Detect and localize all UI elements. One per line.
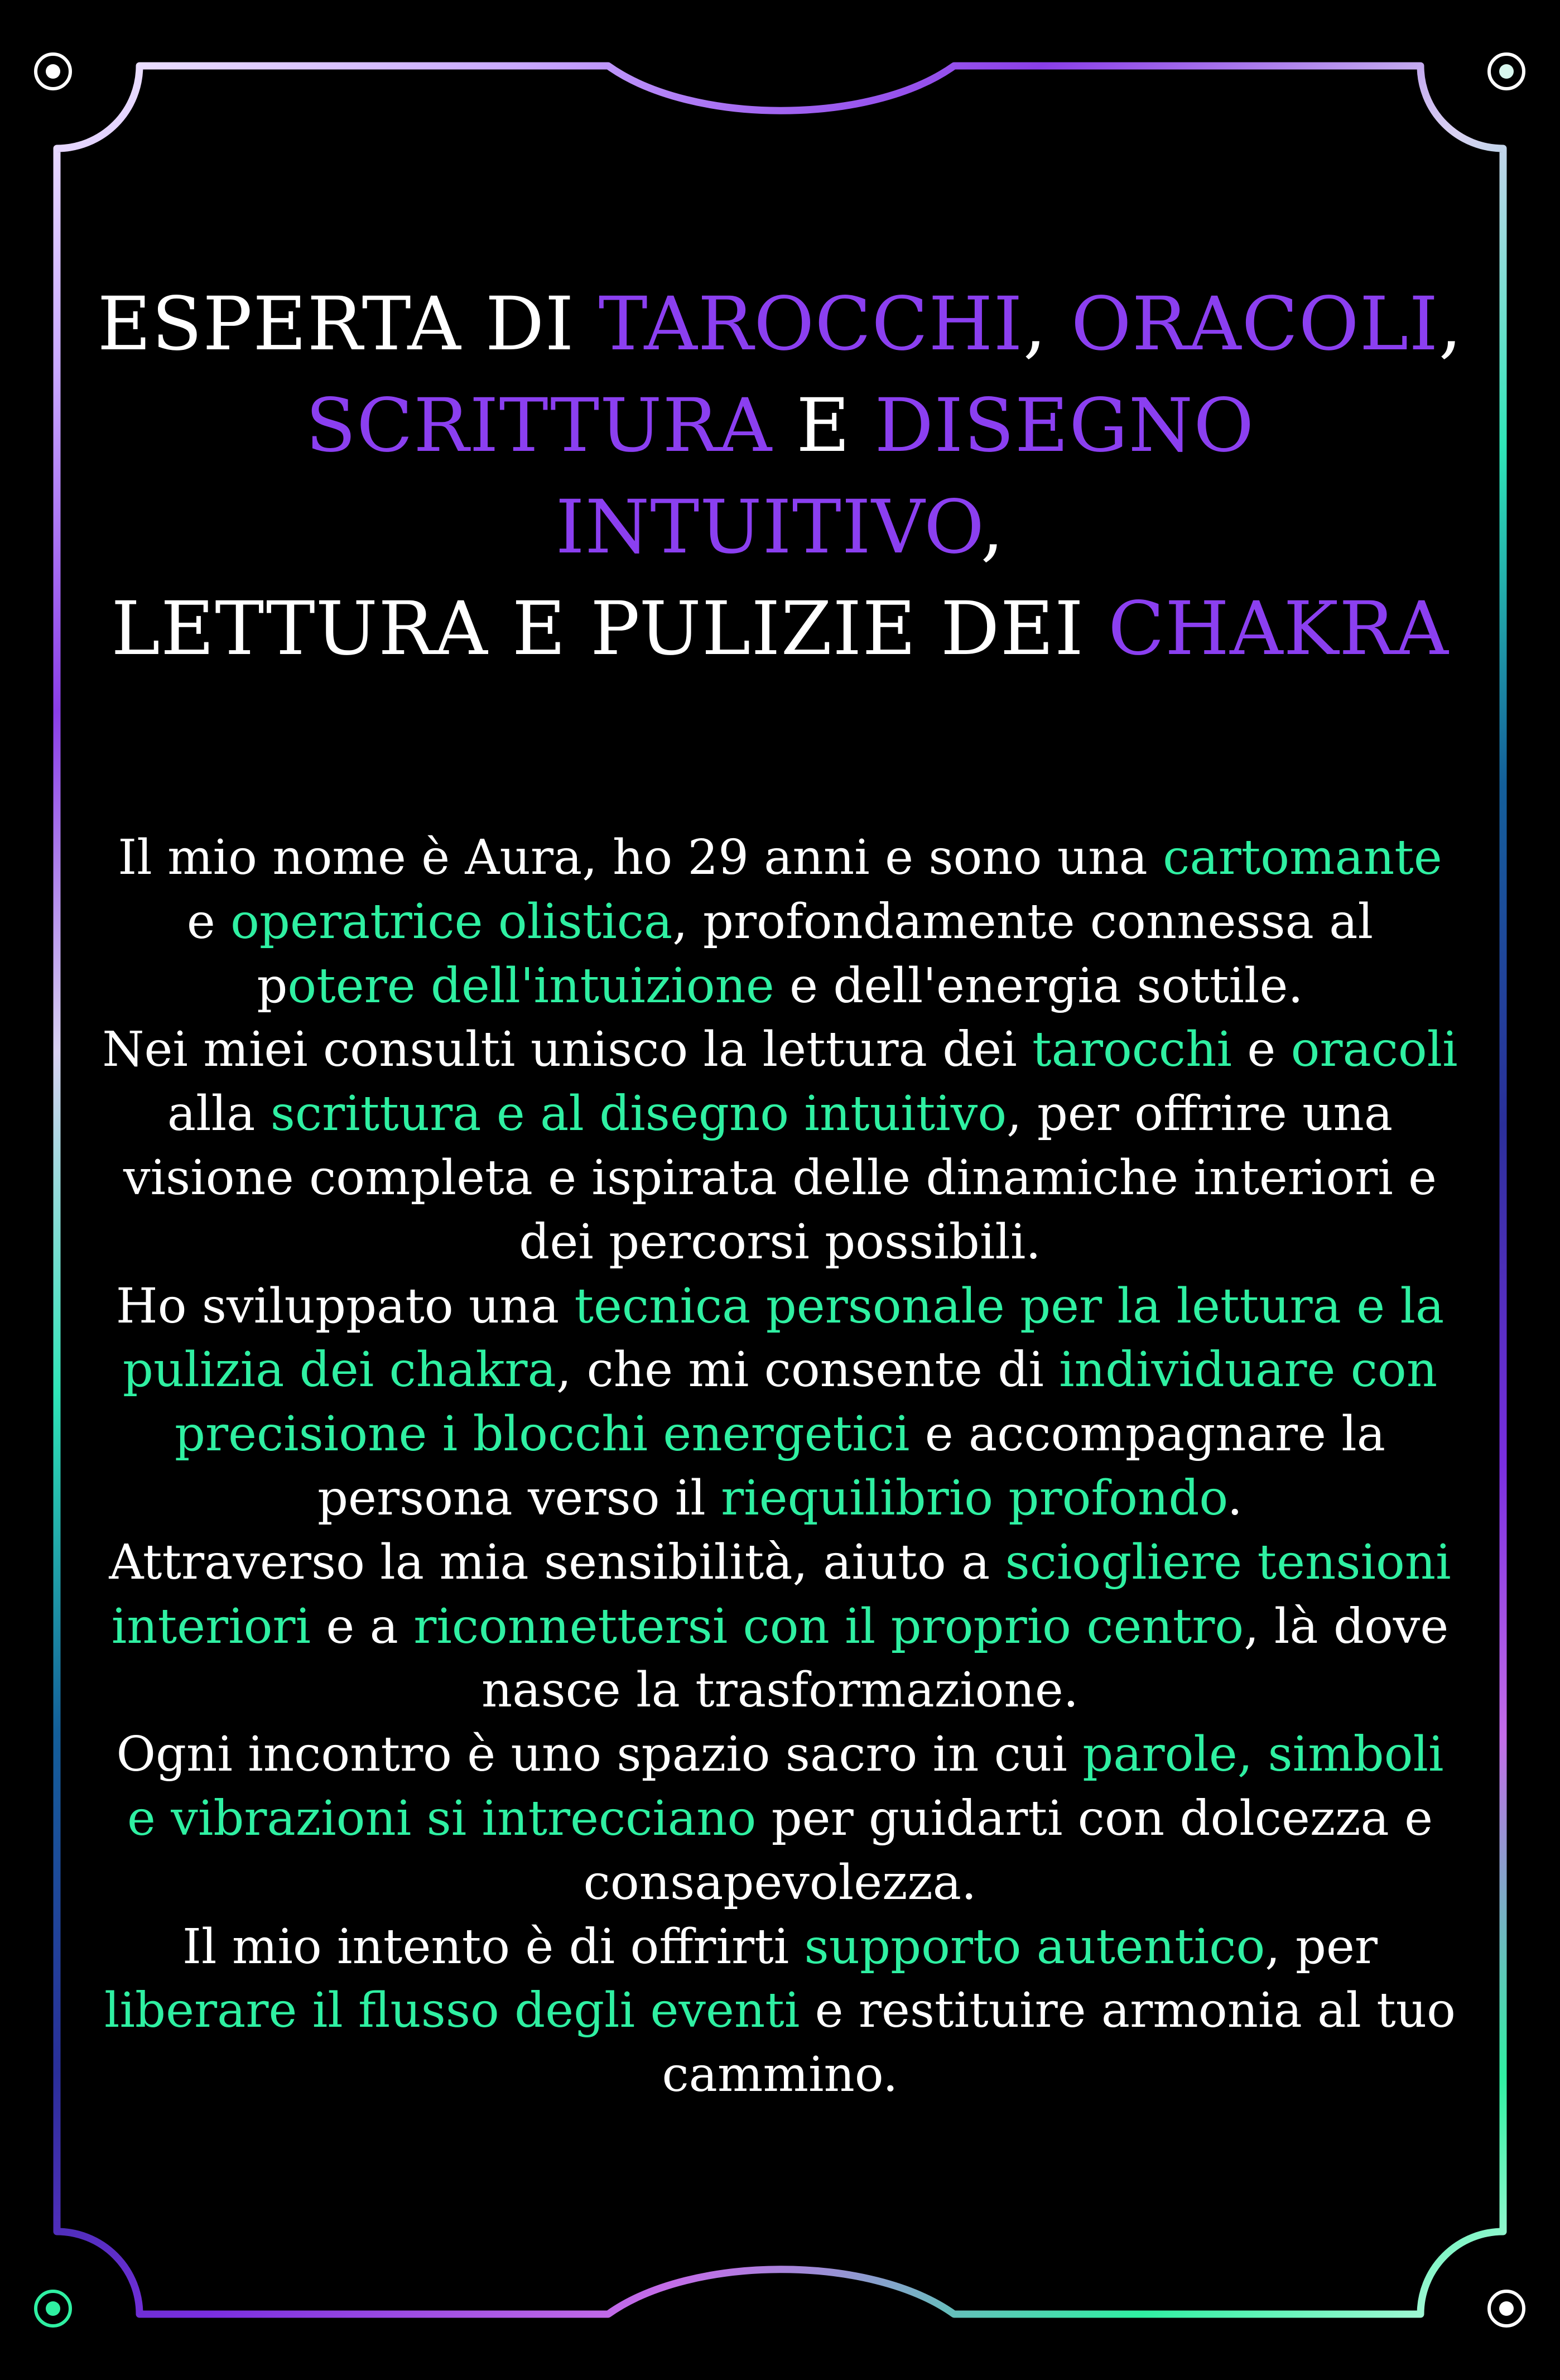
bio-highlight: oracoli (1291, 1022, 1458, 1078)
bio-highlight: cartomante (1163, 830, 1442, 886)
bio-paragraph: Ho sviluppato una tecnica personale per la lettura e la pulizia dei chakra, che mi consente di individuare con precisione i blocchi energetici e accompagnare la persona verso il riequilibrio profondo. (115, 1278, 1445, 1526)
bio-paragraph: Il mio nome è Aura, ho 29 anni e sono una cartomante e operatrice olistica, profondamente connessa al potere dell'intuizione e dell'energia sottile. (118, 830, 1442, 1014)
bio-paragraph: Attraverso la mia sensibilità, aiuto a sciogliere tensioni interiori e a riconnettersi con il proprio centro, là dove nasce la trasformazione. (109, 1534, 1451, 1719)
bio-highlight: operatrice olistica (230, 893, 673, 950)
bio-paragraph: Nei miei consulti unisco la lettura dei tarocchi e oracoli alla scrittura e al disegno intuitivo, per offrire una visione completa e ispirata delle dinamiche interiori e dei percorsi possibili. (102, 1022, 1458, 1270)
title-line-1: ESPERTA DI TAROCCHI, ORACOLI, (97, 281, 1463, 367)
bio-highlight: liberare il flusso degli eventi (104, 1983, 800, 2039)
bio-highlight: sciogliere tensioni interiori (111, 1534, 1451, 1655)
bio-highlight: riequilibrio profondo (721, 1470, 1227, 1526)
corner-ornament-icon (1489, 54, 1524, 89)
bio-highlight: tecnica personale per la lettura e la pulizia dei chakra (122, 1278, 1445, 1398)
bio-paragraph: Il mio intento è di offrirti supporto autentico, per liberare il flusso degli eventi e restituire armonia al tuo cammino. (104, 1919, 1456, 2103)
bio-highlight: individuare con precisione i blocchi energetici (174, 1342, 1438, 1463)
page-title (89, 273, 1471, 680)
bio-highlight: tarocchi (1032, 1022, 1232, 1078)
corner-ornament-icon (36, 2291, 70, 2326)
bio-highlight: otere dell'intuizione (287, 958, 774, 1014)
bio-highlight: supporto autentico (804, 1919, 1265, 1975)
bio-paragraph: Ogni incontro è uno spazio sacro in cui parole, simboli e vibrazioni si intrecciano per guidarti con dolcezza e consapevolezza. (116, 1727, 1444, 1911)
bio-highlight: parole, simboli e vibrazioni si intrecciano (127, 1727, 1444, 1847)
title-keyword: DISEGNO INTUITIVO (555, 383, 1255, 570)
title-keyword: ORACOLI (1071, 281, 1439, 367)
bio-highlight: riconnettersi con il proprio centro (413, 1598, 1244, 1655)
title-keyword: SCRITTURA (305, 383, 773, 469)
title-line-2: SCRITTURA E DISEGNO INTUITIVO, (305, 383, 1255, 570)
title-keyword: CHAKRA (1108, 586, 1449, 672)
bio-highlight: scrittura e al disegno intuitivo (270, 1086, 1007, 1142)
title-line-3: LETTURA E PULIZIE DEI CHAKRA (111, 586, 1449, 672)
corner-ornament-icon (1489, 2291, 1524, 2326)
title-keyword: TAROCCHI (598, 281, 1023, 367)
corner-ornament-icon (36, 54, 70, 89)
bio-text (100, 826, 1460, 2107)
